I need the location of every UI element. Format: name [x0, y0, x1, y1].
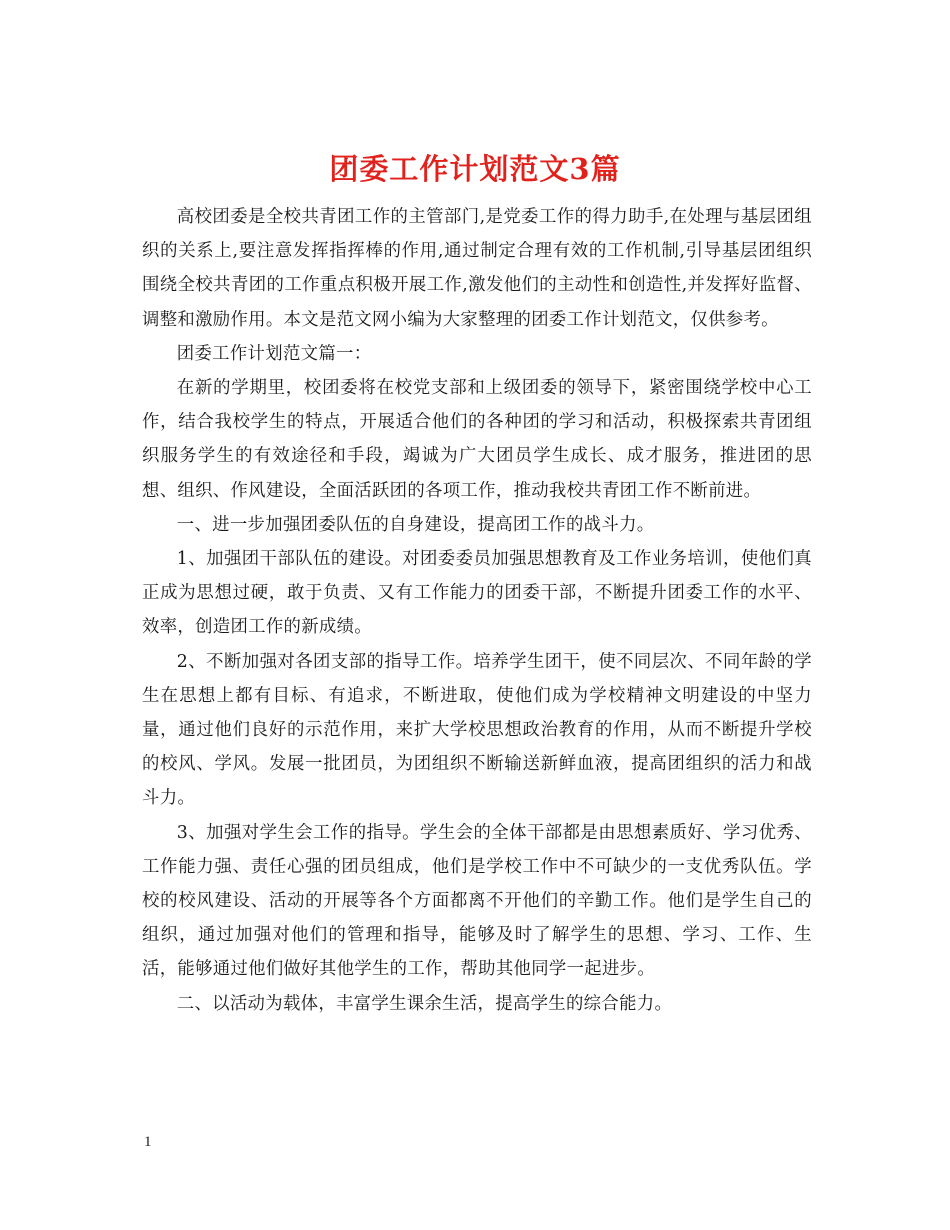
document-title: 团委工作计划范文3篇 [329, 152, 621, 187]
body-paragraph: 在新的学期里，校团委将在校党支部和上级团委的领导下，紧密围绕学校中心工作，结合我校学生的特点，开展适合他们的各种团的学习和活动，积极探索共青团组织服务学生的有效途径和手段，竭诚为广大团员学生成长、成才服务，推进团的思想、组织、作风建设，全面活跃团的各项工作，推动我校共青团工作不断前进。 [142, 378, 812, 501]
list-item-paragraph: 3、加强对学生会工作的指导。学生会的全体干部都是由思想素质好、学习优秀、工作能力强、责任心强的团员组成，他们是学校工作中不可缺少的一支优秀队伍。学校的校风建设、活动的开展等各个方面都离不开他们的辛勤工作。他们是学生自己的组织，通过加强对他们的管理和指导，能够及时了解学生的思想、学习、工作、生活，能够通过他们做好其他学生的工作，帮助其他同学一起进步。 [142, 822, 812, 980]
page-number: 1 [144, 1134, 152, 1150]
list-item-paragraph: 2、不断加强对各团支部的指导工作。培养学生团干，使不同层次、不同年龄的学生在思想上都有目标、有追求，不断进取，使他们成为学校精神文明建设的中坚力量，通过他们良好的示范作用，来扩大学校思想政治教育的作用，从而不断提升学校的校风、学风。发展一批团员，为团组织不断输送新鲜血液，提高团组织的活力和战斗力。 [142, 651, 812, 809]
document-body [142, 200, 812, 1021]
section-heading-part-one: 团委工作计划范文篇一： [176, 343, 372, 364]
numbered-heading-one: 一、进一步加强团委队伍的自身建设，提高团工作的战斗力。 [176, 514, 655, 535]
numbered-heading-two: 二、以活动为载体，丰富学生课余生活，提高学生的综合能力。 [176, 993, 673, 1014]
intro-paragraph: 高校团委是全校共青团工作的主管部门,是党委工作的得力助手,在处理与基层团组织的关系上,要注意发挥指挥棒的作用,通过制定合理有效的工作机制,引导基层团组织围绕全校共青团的工作重点积极开展工作,激发他们的主动性和创造性,并发挥好监督、调整和激励作用。本文是范文网小编为大家整理的团委工作计划范文，仅供参考。 [142, 207, 812, 330]
list-item-paragraph: 1、加强团干部队伍的建设。对团委委员加强思想教育及工作业务培训，使他们真正成为思想过硬，敢于负责、又有工作能力的团委干部，不断提升团委工作的水平、效率，创造团工作的新成绩。 [142, 549, 812, 638]
